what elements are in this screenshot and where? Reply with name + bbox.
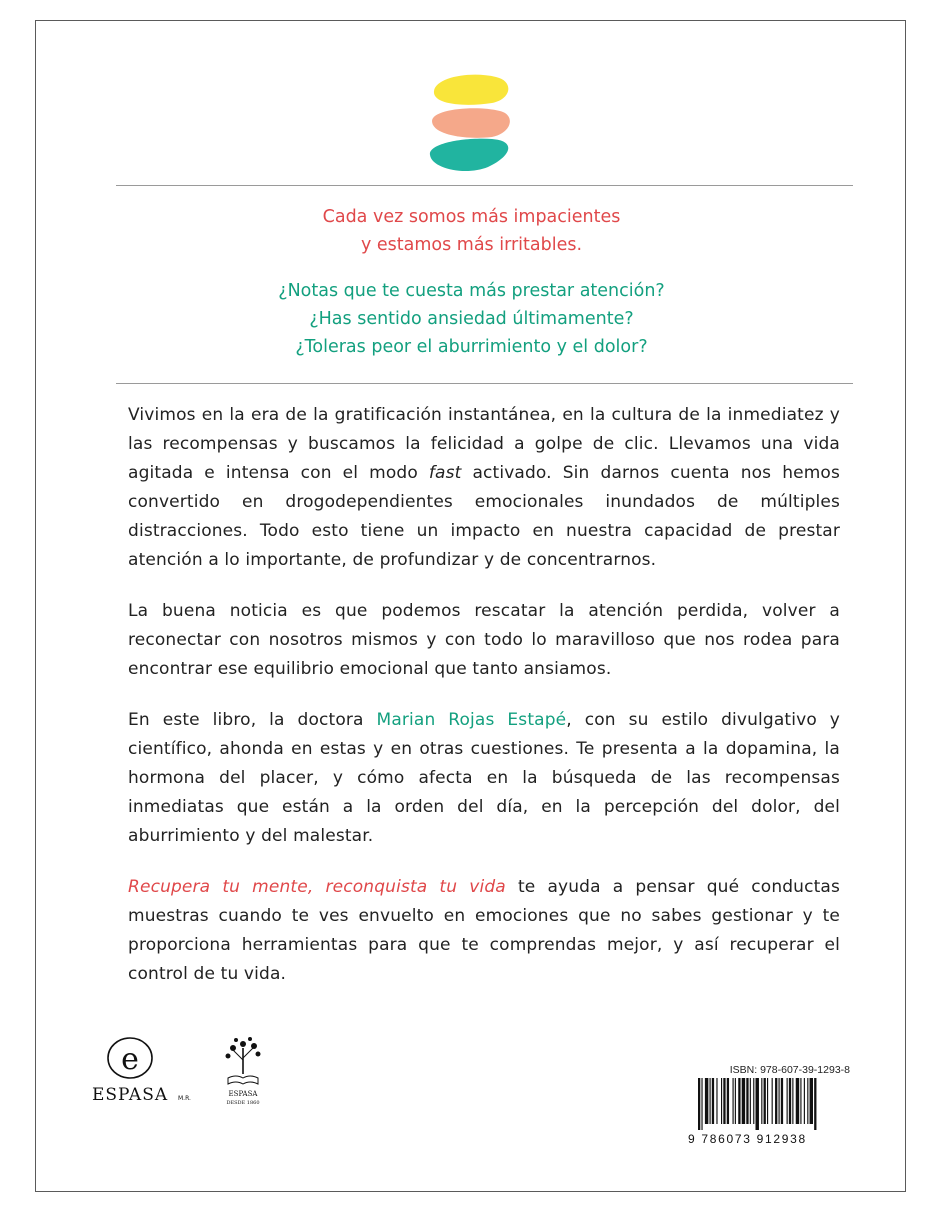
barcode-bar <box>733 1078 734 1124</box>
barcode-bar <box>698 1078 700 1130</box>
yellow-stone <box>434 75 508 105</box>
tree-book-logo-icon <box>226 1037 261 1084</box>
paragraph-3 <box>128 706 840 851</box>
peach-stone <box>432 108 510 138</box>
publisher-logos <box>88 1036 288 1116</box>
tree-logo-wordmark: ESPASA <box>228 1090 258 1098</box>
barcode-bar <box>800 1078 801 1124</box>
barcode-bar <box>721 1078 722 1124</box>
p3-text-a: En este libro, la doctora <box>128 710 377 730</box>
teal-stone <box>430 139 508 171</box>
barcode-bar <box>750 1078 751 1124</box>
headline-questions <box>96 277 847 361</box>
author-name: Marian Rojas Estapé <box>376 710 567 730</box>
headline-red <box>96 203 847 259</box>
p3-text-b: , con su estilo divulgativo y científico, ahonda en estas y en otras cuestiones. Te presenta a la dopamina, la hormona del placer, y cómo afecta en la búsqueda de las recompensas inmediatas que están a la orden del día, en la percepción del dolor, del aburrimiento y del malestar. <box>128 710 840 846</box>
question-3: ¿Toleras peor el aburrimiento y el dolor? <box>295 337 648 357</box>
blurb <box>128 401 840 1011</box>
barcode-bar <box>705 1078 708 1124</box>
barcode-bar <box>738 1078 740 1124</box>
barcode-bar <box>814 1078 816 1130</box>
barcode-bar <box>746 1078 748 1124</box>
isbn-block <box>688 1064 850 1146</box>
p4-text-b: te ayuda a pensar qué conductas muestras cuando te ves envuelto en emociones que no sabes gestionar y te proporciona herramientas para que te comprendas mejor, y así recuperar el control de tu vida. <box>128 877 840 984</box>
barcode-bar <box>767 1078 768 1124</box>
headline-line-2: y estamos más irritables. <box>360 235 583 255</box>
barcode-bar <box>712 1078 714 1124</box>
bottom-divider <box>116 383 853 384</box>
paragraph-4 <box>128 873 840 989</box>
barcode-digits: 9 786073 912938 <box>688 1132 807 1146</box>
isbn-label: ISBN: 978-607-39-1293-8 <box>729 1064 850 1076</box>
barcode-bar <box>756 1078 759 1130</box>
barcode <box>688 1078 850 1130</box>
barcode-bar <box>775 1078 777 1124</box>
barcode-bar <box>772 1078 773 1124</box>
barcode-bar <box>779 1078 780 1124</box>
espasa-logo <box>88 1036 288 1116</box>
espasa-e-letter: e <box>121 1042 139 1077</box>
barcode-bar <box>764 1078 766 1124</box>
p1-text-b: activado. Sin darnos cuenta nos hemos convertido en drogodependientes emocionales inundados de múltiples distracciones. Todo esto tiene un impacto en nuestra capacidad de prestar atención a lo importante, de profundizar y de concentrarnos. <box>128 463 840 570</box>
barcode-bar <box>787 1078 788 1124</box>
barcode-bar <box>796 1078 799 1124</box>
barcode-bar <box>716 1078 717 1124</box>
p1-text-a: Vivimos en la era de la gratificación instantánea, en la cultura de la inmediatez y las recompensas y buscamos la felicidad a golpe de clic. Llevamos una vida agitada e intensa con el modo <box>128 405 840 483</box>
barcode-bar <box>742 1078 745 1124</box>
barcode-bar <box>727 1078 729 1124</box>
p1-italic-fast: fast <box>428 463 462 483</box>
tree-logo-since: DESDE 1860 <box>226 1100 260 1106</box>
book-title: Recupera tu mente, reconquista tu vida <box>128 877 506 897</box>
barcode-bar <box>753 1078 754 1124</box>
question-2: ¿Has sentido ansiedad últimamente? <box>309 309 634 329</box>
barcode-bar <box>810 1078 813 1124</box>
espasa-wordmark: ESPASA <box>92 1085 169 1105</box>
barcode-bar <box>735 1078 736 1124</box>
registered-mark: M.R. <box>178 1095 191 1102</box>
top-divider <box>116 185 853 186</box>
barcode-bar <box>710 1078 711 1124</box>
book-back-cover <box>35 20 906 1192</box>
paragraph-1 <box>128 401 840 575</box>
barcode-bar <box>804 1078 805 1124</box>
barcode-bar <box>792 1078 793 1124</box>
paragraph-2: La buena noticia es que podemos rescatar la atención perdida, volver a reconectar con nosotros mismos y con todo lo maravilloso que nos rodea para encontrar ese equilibrio emocional que tanto ansiamos. <box>128 601 840 679</box>
barcode-bar <box>723 1078 725 1124</box>
barcode-bar <box>701 1078 702 1130</box>
barcode-bar <box>789 1078 791 1124</box>
barcode-bar <box>807 1078 808 1124</box>
question-1: ¿Notas que te cuesta más prestar atención? <box>278 281 665 301</box>
headline-line-1: Cada vez somos más impacientes <box>322 207 621 227</box>
barcode-bar <box>761 1078 762 1124</box>
barcode-bar <box>781 1078 783 1124</box>
stacked-stones-graphic <box>426 73 516 183</box>
